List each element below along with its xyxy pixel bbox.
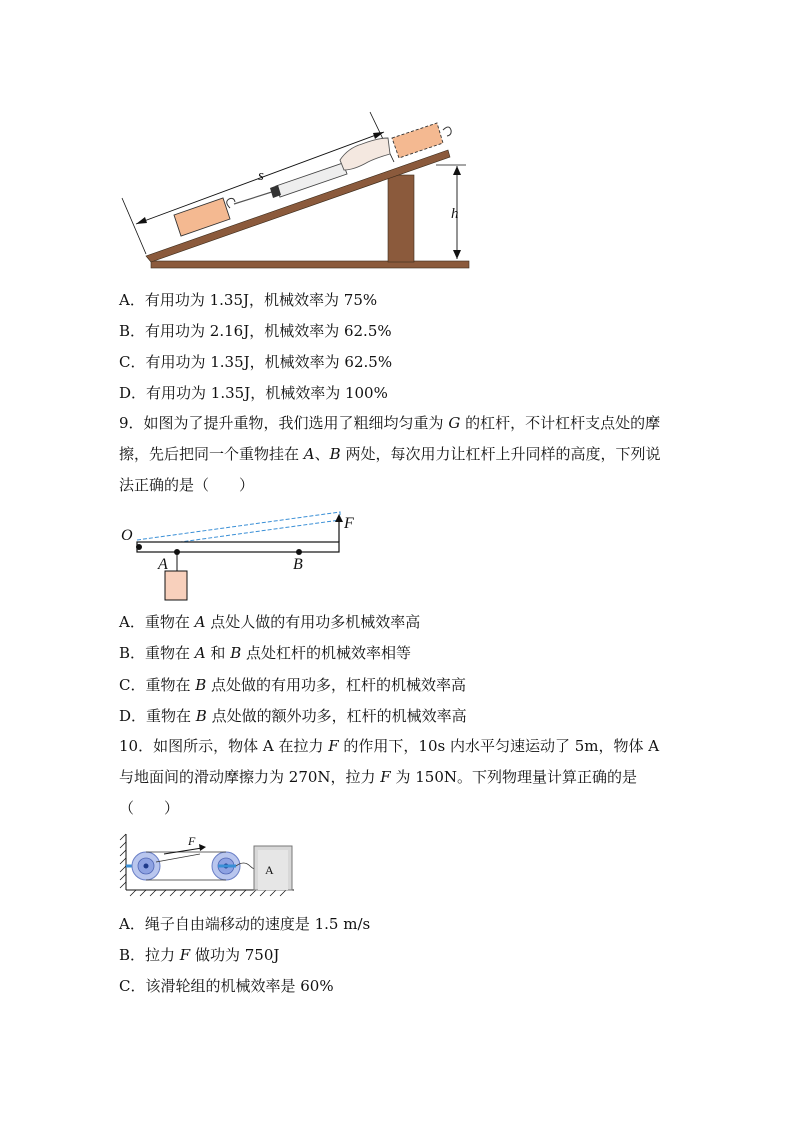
q10-option-c xyxy=(119,976,334,996)
s-extension-left xyxy=(122,198,146,254)
q8-option-a: A．有用功为 1.35J，机械效率为 75% xyxy=(119,291,378,309)
text-run: C．重物在 xyxy=(119,676,196,694)
support-post xyxy=(388,175,414,262)
q9-option-d xyxy=(119,706,467,726)
pivot-O xyxy=(136,544,142,550)
label-B: B xyxy=(293,556,303,573)
hand-icon xyxy=(340,138,390,170)
text-run: 和 xyxy=(205,644,231,662)
italic-symbol: B xyxy=(195,676,207,694)
text-run: A．绳子自由端移动的速度是 1.5 m/s xyxy=(119,915,371,933)
rope-free-end xyxy=(156,854,200,862)
q10-option-b xyxy=(119,945,279,965)
text-run: 两处，每次用力让杠杆上升同样的高度，下列说法正确的是（ ） xyxy=(119,445,661,494)
italic-symbol: A xyxy=(194,644,206,662)
base-board xyxy=(151,261,469,268)
label-F: F xyxy=(188,834,196,848)
text-run: 点处杠杆的机械效率相等 xyxy=(241,644,411,662)
force-arrow-head xyxy=(335,514,343,522)
pulley-figure xyxy=(118,832,298,898)
point-B xyxy=(296,549,302,555)
text-run: 为 150N。下列物理量计算正确的是（ ） xyxy=(119,768,638,817)
q8-option-c: C．有用功为 1.35J，机械效率为 62.5% xyxy=(119,353,393,371)
label-A: A xyxy=(158,556,168,573)
text-run: 做功为 750J xyxy=(190,946,280,964)
s-arrow-left xyxy=(136,217,147,224)
italic-symbol: F xyxy=(328,737,339,755)
h-label: h xyxy=(451,206,459,222)
italic-symbol: G xyxy=(448,414,461,432)
text-run: B．重物在 xyxy=(119,644,195,662)
text-run: 的杠杆，不计杠杆支点处的摩擦，先后把同一个重物挂在 xyxy=(119,414,661,463)
text-run: 点处人做的有用功多机械效率高 xyxy=(205,613,421,631)
text-run: D．重物在 xyxy=(119,707,196,725)
lever-figure xyxy=(118,508,368,604)
wall-hatching xyxy=(120,834,126,888)
label-A: A xyxy=(265,863,274,877)
italic-symbol: A xyxy=(303,445,315,463)
q10-stem xyxy=(119,731,667,824)
text-run: 点处做的额外功多，杠杆的机械效率高 xyxy=(206,707,467,725)
q9-option-a xyxy=(119,612,420,632)
q8-option-d: D．有用功为 1.35J，机械效率为 100% xyxy=(119,384,388,402)
q9-option-b xyxy=(119,643,411,663)
italic-symbol: A xyxy=(194,613,206,631)
hook-top xyxy=(443,127,451,136)
text-run: 、 xyxy=(314,445,330,463)
incline-figure xyxy=(118,108,478,273)
label-F: F xyxy=(344,515,354,532)
ground-hatching xyxy=(130,890,286,896)
label-O: O xyxy=(121,527,133,544)
text-run: B．拉力 xyxy=(119,946,180,964)
text-run: 10．如图所示，物体 A 在拉力 xyxy=(119,737,329,755)
block-top-dashed xyxy=(392,123,443,158)
q8-option-b: B．有用功为 2.16J，机械效率为 62.5% xyxy=(119,322,392,340)
text-run: C．该滑轮组的机械效率是 60% xyxy=(119,977,334,995)
q9-option-c xyxy=(119,675,466,695)
lever-bar xyxy=(137,542,339,552)
italic-symbol: B xyxy=(230,644,242,662)
h-arrow-bottom xyxy=(453,250,461,259)
italic-symbol: F xyxy=(380,768,391,786)
text-run: 9．如图为了提升重物，我们选用了粗细均匀重为 xyxy=(119,414,449,432)
text-run: 点处做的有用功多，杠杆的机械效率高 xyxy=(206,676,467,694)
q9-stem xyxy=(119,408,667,501)
s-label: s xyxy=(258,168,264,184)
fixed-pulley-hub xyxy=(144,864,149,869)
hook-bottom xyxy=(227,198,235,208)
h-arrow-top xyxy=(453,166,461,175)
weight-block xyxy=(165,571,187,600)
italic-symbol: B xyxy=(195,707,207,725)
q10-option-a xyxy=(119,914,370,934)
force-arrow-line xyxy=(164,848,202,854)
text-run: A．重物在 xyxy=(119,613,195,631)
force-arrow-head xyxy=(199,844,206,851)
text-run: 的作用下，10s 内水平匀速运动了 5m，物体 A 与地面间的滑动摩擦力为 270N，拉力 xyxy=(119,737,660,786)
italic-symbol: B xyxy=(329,445,341,463)
italic-symbol: F xyxy=(179,946,191,964)
